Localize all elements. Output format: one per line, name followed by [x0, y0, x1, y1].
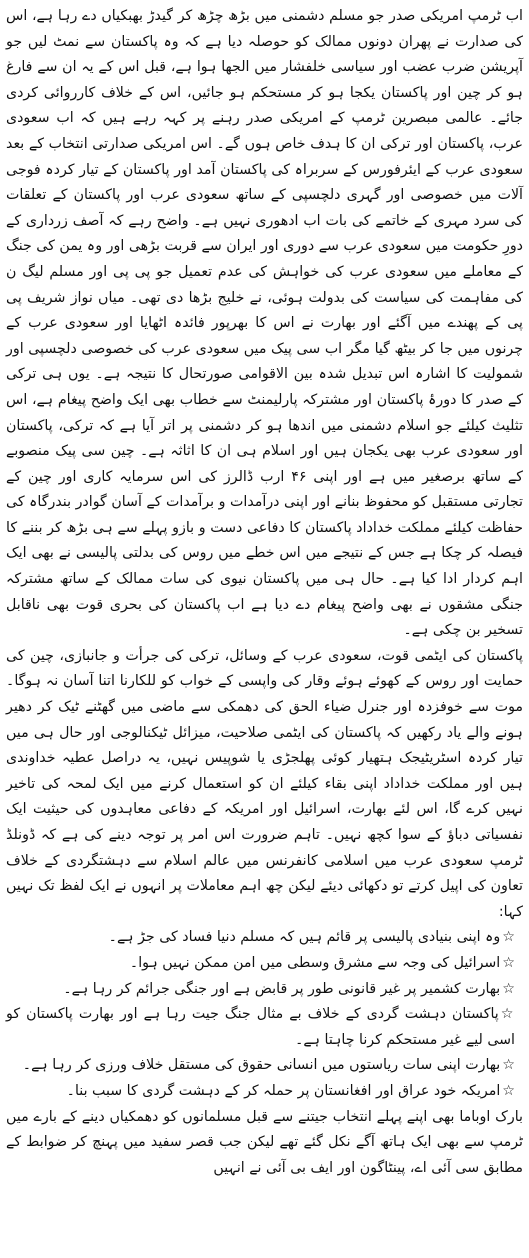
- list-item-text: بھارت کشمیر پر غیر قانونی طور پر قابض ہے اور جنگی جرائم کر رہا ہے۔: [63, 980, 501, 997]
- star-icon: ☆: [500, 1006, 515, 1023]
- bullet-list: [6, 925, 523, 1104]
- list-item: [6, 1079, 523, 1105]
- article-paragraph-closing: بارک اوباما بھی اپنے پہلے انتخاب جیتنے سے قبل مسلمانوں کو دھمکیاں دینے کے بارے میں ٹرمپ سے بھی ایک ہاتھ آگے نکل گئے تھے لیکن جب قصر سفید میں پہنچ کر ضوابط کے مطابق سی آئی اے، پینٹاگون اور ایف بی آئی نے انہیں: [6, 1108, 523, 1176]
- list-item: [6, 1053, 523, 1079]
- list-item: [6, 925, 523, 951]
- star-icon: ☆: [502, 1057, 515, 1074]
- list-item-text: وہ اپنی بنیادی پالیسی پر قائم ہیں کہ مسلم دنیا فساد کی جڑ ہے۔: [108, 929, 501, 946]
- list-item: [6, 951, 523, 977]
- star-icon: ☆: [502, 980, 515, 997]
- article-paragraph-1: اب ٹرمپ امریکی صدر جو مسلم دشمنی میں بڑھ چڑھ کر گیدڑ بھبکیاں دے رہا ہے، اس کی صدارت نے پھران دونوں ممالک کو حوصلہ دیا ہے کہ وہ پاکستان سے نمٹ لیں جو آپریشن ضرب عضب اور سیاسی خلفشار میں الجھا ہوا ہے، قبل اس کے یہ ان سے فارغ ہو کر چین اور پاکستان یکجا ہو کر مستحکم ہو جائیں، اس کے خلاف کارروائی کردی جائے۔ عالمی مبصرین ٹرمپ کے امریکی صدر رہنے پر کہہ رہے ہیں کہ اب سعودی عرب، پاکستان اور ترکی ان کا ہدف خاص ہوں گے۔ اس امریکی صدارتی انتخاب کے بعد سعودی عرب کے ایئرفورس کے سربراہ کی پاکستان آمد اور پاکستان کے تیار کردہ فوجی آلات میں خصوصی اور گہری دلچسپی کے ساتھ سعودی عرب اور پاکستان کے تعلقات کی سرد مہری کے خاتمے کی بات اب ادھوری نہیں ہے۔ واضح رہے کہ آصف زرداری کے دورِ حکومت میں سعودی عرب سے دوری اور ایران سے قربت بڑھی اور وہ یمن کی جنگ کے معاملے میں سعودی عرب کی خواہش کی عدم تعمیل جو پی پی اور مسلم لیگ ن کی مفاہمت کی سیاست کی بدولت ہوئی، نے خلیج بڑھا دی تھی۔ میاں نواز شریف پی پی کے پھندے میں آگئے اور بھارت نے اس کا بھرپور فائدہ اٹھایا اور سعودی عرب کے چرنوں میں جا کر بیٹھ گیا مگر اب سی پیک میں سعودی عرب کی خصوصی دلچسپی اور شمولیت کا اشارہ اس تبدیل شدہ بین الاقوامی صورتحال کا نتیجہ ہے۔ یوں ہی ترکی کے صدر کا دورۂ پاکستان اور مشترکہ پارلیمنٹ سے خطاب بھی ایک واضح پیغام ہے، اس تثلیث کیلئے جو اسلام دشمنی میں اندھا ہو کر دشمنی پر اتر آیا ہے کہ ترکی، پاکستان اور سعودی عرب بھی یکجان ہیں اور اسلام ہی ان کا اثاثہ ہے۔ چین سی پیک منصوبے کے ساتھ برصغیر میں ہے اور اپنی ۴۶ ارب ڈالرز کی اس سرمایہ کاری اور چین کے تجارتی مستقبل کو محفوظ بنانے اور اپنی درآمدات و برآمدات کے آسان گوادر بندرگاہ کی حفاظت کیلئے مملکت خداداد پاکستان کا دفاعی دست و بازو پہلے سے ہی بڑھ کر بننے کا فیصلہ کر چکا ہے جس کے نتیجے میں اس خطے میں روس کی بدلتی پالیسی نے بھی ایک اہم کردار ادا کیا ہے۔ حال ہی میں پاکستان نیوی کی سات ممالک کے ساتھ مشترکہ جنگی مشقوں نے بھی واضح پیغام دے دیا ہے اب پاکستان کی بحری قوت بھی ناقابل تسخیر بن چکی ہے۔: [6, 8, 523, 639]
- list-item-text: اسرائیل کی وجہ سے مشرق وسطی میں امن ممکن نہیں ہوا۔: [129, 954, 501, 971]
- list-item-text: بھارت اپنی سات ریاستوں میں انسانی حقوق کی مستقل خلاف ورزی کر رہا ہے۔: [22, 1057, 501, 1074]
- list-item: [6, 977, 523, 1003]
- star-icon: ☆: [502, 929, 515, 946]
- star-icon: ☆: [502, 954, 515, 971]
- list-item: [6, 1002, 523, 1053]
- star-icon: ☆: [502, 1082, 515, 1099]
- article-paragraph-2: پاکستان کی ایٹمی قوت، سعودی عرب کے وسائل، ترکی کی جرأت و جانبازی، چین کی حمایت اور روس کے کھوئے ہوئے وقار کی واپسی کے خواب کو للکارنا اتنا آسان نہ ہوگا۔ موت سے خوفزدہ اور جنرل ضیاء الحق کی دھمکی سے ماضی میں گھٹنے ٹیک کر دھیر ہونے والے یاد رکھیں کہ پاکستان کی ایٹمی صلاحیت، میزائل ٹیکنالوجی اور حال ہی میں تیار کردہ اسٹریٹیجک ہتھیار کوئی پھلجڑی یا شوپیس نہیں، یہ دراصل عطیہ خداوندی ہیں اور مملکت خداداد اپنی بقاء کیلئے ان کو استعمال کرنے میں ایک لمحہ کی تاخیر نہیں کرے گا، اس لئے بھارت، اسرائیل اور امریکہ کے دفاعی معاہدوں کی حیثیت ایک نفسیاتی دباؤ کے سوا کچھ نہیں۔ تاہم ضرورت اس امر پر توجہ دینے کی ہے کہ ڈونلڈ ٹرمپ سعودی عرب میں اسلامی کانفرنس میں عالم اسلام سے دہشتگردی کے خلاف تعاون کی اپیل کرتے تو دکھائی دیئے لیکن چھ اہم معاملات پر انہوں نے ایک لفظ تک نہیں کہا:: [6, 647, 523, 920]
- list-item-text: امریکہ خود عراق اور افغانستان پر حملہ کر کے دہشت گردی کا سبب بنا۔: [66, 1082, 501, 1099]
- list-item-text: پاکستان دہشت گردی کے خلاف بے مثال جنگ جیت رہا ہے اور بھارت پاکستان کو اسی لیے غیر مستحکم کرنا چاہتا ہے۔: [6, 1006, 515, 1048]
